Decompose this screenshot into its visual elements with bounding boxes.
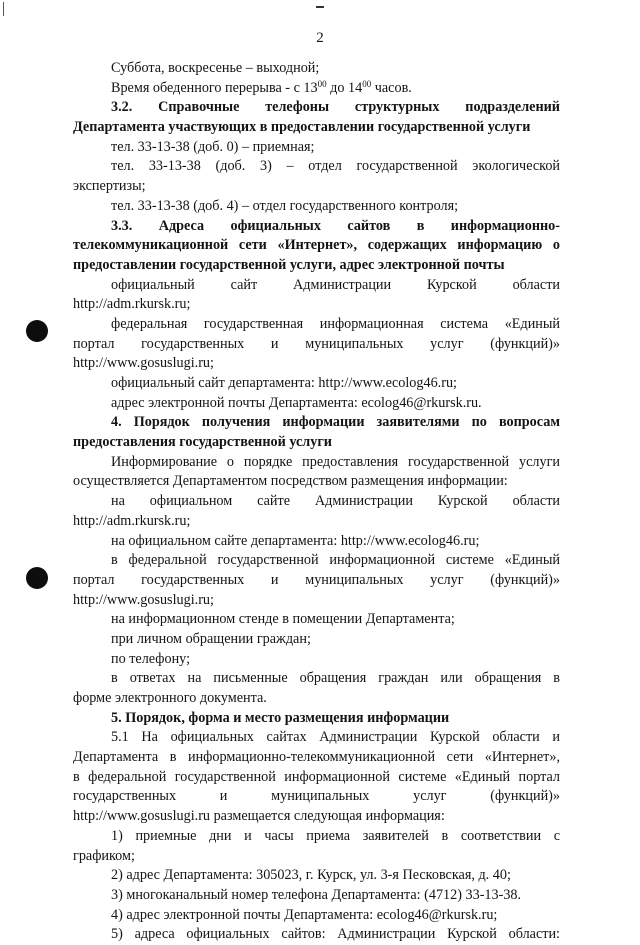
phone-eco-expertise: тел. 33-13-38 (доб. 3) – отдел государственной экологической xyxy=(111,158,560,175)
list-item-3: 3) многоканальный номер телефона Департамента: (4712) 33-13-38. xyxy=(111,886,522,903)
dept-email: адрес электронной почты Департамента: ecolog46@rkursk.ru. xyxy=(111,394,482,411)
section-5-heading: 5. Порядок, форма и место размещения информации xyxy=(111,709,450,726)
section-4-intro-cont: осуществляется Департаментом посредством размещения информации: xyxy=(73,473,508,490)
phone-control: тел. 33-13-38 (доб. 4) – отдел государственного контроля; xyxy=(111,197,459,214)
punch-hole-bottom xyxy=(26,567,48,589)
lunch-suffix: часов. xyxy=(371,79,412,96)
list-item-1: 1) приемные дни и часы приема заявителей в соответствии с xyxy=(111,827,560,844)
gos-portal-url: http://www.gosuslugi.ru; xyxy=(73,355,214,372)
scan-top-mark xyxy=(316,6,324,8)
admin-site-line: официальный сайт Администрации Курской области xyxy=(111,276,560,293)
section-3-2-heading: 3.2. Справочные телефоны структурных подразделений xyxy=(111,99,560,116)
section-3-3-heading-end: предоставлении государственной услуги, адрес электронной почты xyxy=(73,256,505,273)
page-number: 2 xyxy=(316,30,324,46)
section-4-heading-cont: предоставления государственной услуги xyxy=(73,434,332,451)
gos-portal-line-cont: портал государственных и муниципальных услуг (функций)» xyxy=(73,335,560,352)
section-5-1-line-4: государственных и муниципальных услуг (функций)» xyxy=(73,788,560,805)
document-body xyxy=(73,59,560,945)
info-gos-portal: в федеральной государственной информационной системе «Единый xyxy=(111,552,560,569)
section-4-intro: Информирование о порядке предоставления государственной услуги xyxy=(111,453,560,470)
list-item-1-cont: графиком; xyxy=(73,847,135,864)
info-dept-site: на официальном сайте департамента: http://www.ecolog46.ru; xyxy=(111,532,480,549)
gos-portal-line: федеральная государственная информационная система «Единый xyxy=(111,315,560,332)
section-5-1-line-1: 5.1 На официальных сайтах Администрации Курской области и xyxy=(111,729,560,746)
section-3-3-heading-cont: телекоммуникационной сети «Интернет», содержащих информацию о xyxy=(73,237,560,254)
info-phone: по телефону; xyxy=(111,650,191,667)
section-5-1-line-2: Департамента в информационно-телекоммуникационной сети «Интернет», xyxy=(73,749,560,766)
lunch-middle: до 14 xyxy=(326,79,363,96)
list-item-2: 2) адрес Департамента: 305023, г. Курск, ул. 3-я Песковская, д. 40; xyxy=(111,867,511,884)
section-3-2-heading-cont: Департамента участвующих в предоставлении государственной услуги xyxy=(73,119,531,136)
section-5-1-line-3: в федеральной государственной информационной системе «Единый портал xyxy=(73,768,560,785)
info-gos-portal-url: http://www.gosuslugi.ru; xyxy=(73,591,214,608)
schedule-weekend: Суббота, воскресенье – выходной; xyxy=(111,60,320,76)
phone-eco-expertise-cont: экспертизы; xyxy=(73,178,146,195)
list-item-4: 4) адрес электронной почты Департамента: ecolog46@rkursk.ru; xyxy=(111,906,498,923)
info-admin-url: http://adm.rkursk.ru; xyxy=(73,512,191,529)
info-written-cont: форме электронного документа. xyxy=(73,690,267,706)
schedule-lunch xyxy=(73,79,560,99)
admin-site-url: http://adm.rkursk.ru; xyxy=(73,296,191,313)
lunch-start-minutes: 00 xyxy=(317,78,327,89)
info-stand: на информационном стенде в помещении Департамента; xyxy=(111,611,455,628)
info-gos-portal-cont: портал государственных и муниципальных услуг (функций)» xyxy=(73,571,560,588)
info-written: в ответах на письменные обращения граждан или обращения в xyxy=(111,670,560,687)
phone-reception: тел. 33-13-38 (доб. 0) – приемная; xyxy=(111,138,315,155)
dept-site: официальный сайт департамента: http://www.ecolog46.ru; xyxy=(111,375,457,391)
lunch-prefix: Время обеденного перерыва - с 13 xyxy=(111,79,318,96)
info-admin-site: на официальном сайте Администрации Курской области xyxy=(111,493,560,510)
info-personal: при личном обращении граждан; xyxy=(111,630,311,647)
section-4-heading: 4. Порядок получения информации заявителями по вопросам xyxy=(111,414,560,431)
section-5-1-line-5: http://www.gosuslugi.ru размещается следующая информация: xyxy=(73,808,445,825)
list-item-5: 5) адреса официальных сайтов: Администрации Курской области: xyxy=(111,926,560,943)
punch-hole-top xyxy=(26,320,48,342)
lunch-end-minutes: 00 xyxy=(362,78,372,89)
scan-edge-mark xyxy=(3,2,4,16)
section-3-3-heading: 3.3. Адреса официальных сайтов в информационно- xyxy=(111,217,560,234)
